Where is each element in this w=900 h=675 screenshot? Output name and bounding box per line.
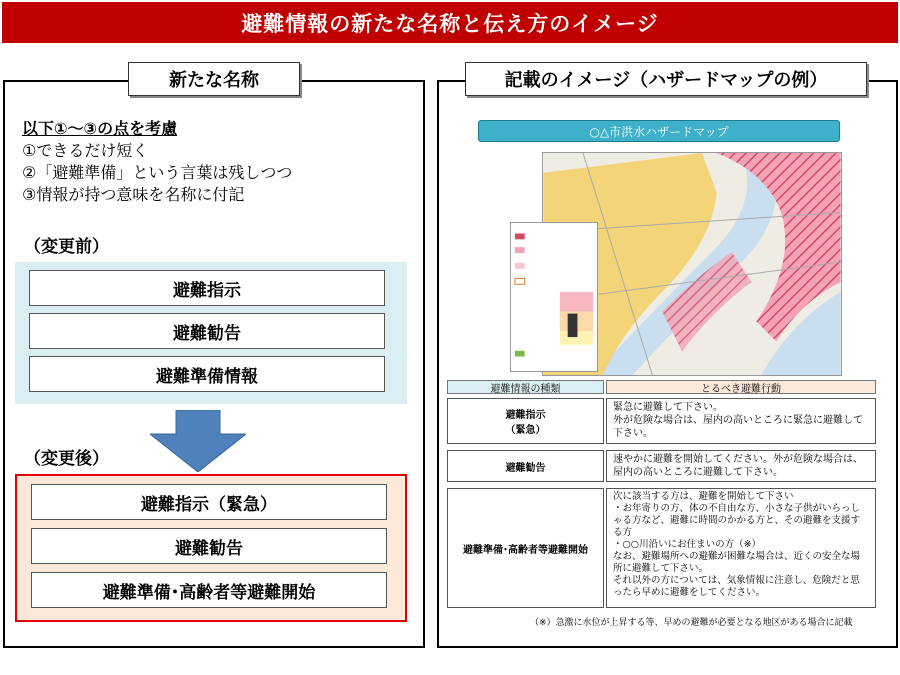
hazard-map-title: ○△市洪水ハザードマップ — [478, 120, 840, 142]
table-header-type: 避難情報の種類 — [447, 380, 604, 394]
page-title: 避難情報の新たな名称と伝え方のイメージ — [2, 2, 898, 43]
table-row-action: 速やかに避難を開始してください。外が危険な場合は、屋内の高いところに避難して下さい。 — [606, 450, 876, 482]
footnote: （※）急激に水位が上昇する等、早めの避難が必要となる地区がある場合に記載 — [530, 618, 853, 628]
before-item-evacuation-prep: 避難準備情報 — [29, 356, 385, 392]
table-row-action: 緊急に避難して下さい。 外が危険な場合は、屋内の高いところに緊急に避難して下さい。 — [606, 398, 876, 444]
criteria-item: ③情報が持つ意味を名称に付記 — [22, 185, 245, 204]
map-legend — [510, 222, 598, 372]
table-header-action: とるべき避難行動 — [606, 380, 876, 394]
after-label: （変更後） — [24, 449, 109, 469]
before-names-box — [15, 262, 407, 404]
down-arrow-icon — [150, 410, 246, 472]
after-item-evacuation-advisory: 避難勧告 — [31, 528, 387, 564]
before-item-evacuation-order: 避難指示 — [29, 270, 385, 306]
table-row-type: 避難指示 （緊急） — [447, 398, 604, 444]
criteria-item: ①できるだけ短く — [22, 141, 149, 160]
before-item-evacuation-advisory: 避難勧告 — [29, 313, 385, 349]
table-row-type: 避難勧告 — [447, 450, 604, 482]
criteria-list — [22, 118, 292, 206]
table-row-type: 避難準備･高齢者等避難開始 — [447, 488, 604, 608]
before-label: （変更前） — [24, 237, 109, 257]
example-header: 記載のイメージ（ハザードマップの例） — [465, 62, 867, 96]
table-row-action: 次に該当する方は、避難を開始して下さい ・お年寄りの方、体の不自由な方、小さな子供がいらっしゃる方など、避難に時間のかかる方と、その避難を支援する方 ・○○川沿いにお住まいの方（※） なお、避難場所への避難が困難な場合は、近くの安全な場所に避難して下さい。 それ以外の方については、気象情報に注意し、危険だと思ったら早めに避難をしてください。 — [606, 488, 876, 608]
criteria-item: ②「避難準備」という言葉は残しつつ — [22, 163, 293, 182]
after-names-box — [15, 474, 407, 622]
new-names-header: 新たな名称 — [128, 62, 300, 96]
after-item-evacuation-order: 避難指示（緊急） — [31, 484, 387, 520]
after-item-evacuation-prep: 避難準備･高齢者等避難開始 — [31, 572, 387, 608]
criteria-title: 以下①～③の点を考慮 — [22, 119, 178, 138]
